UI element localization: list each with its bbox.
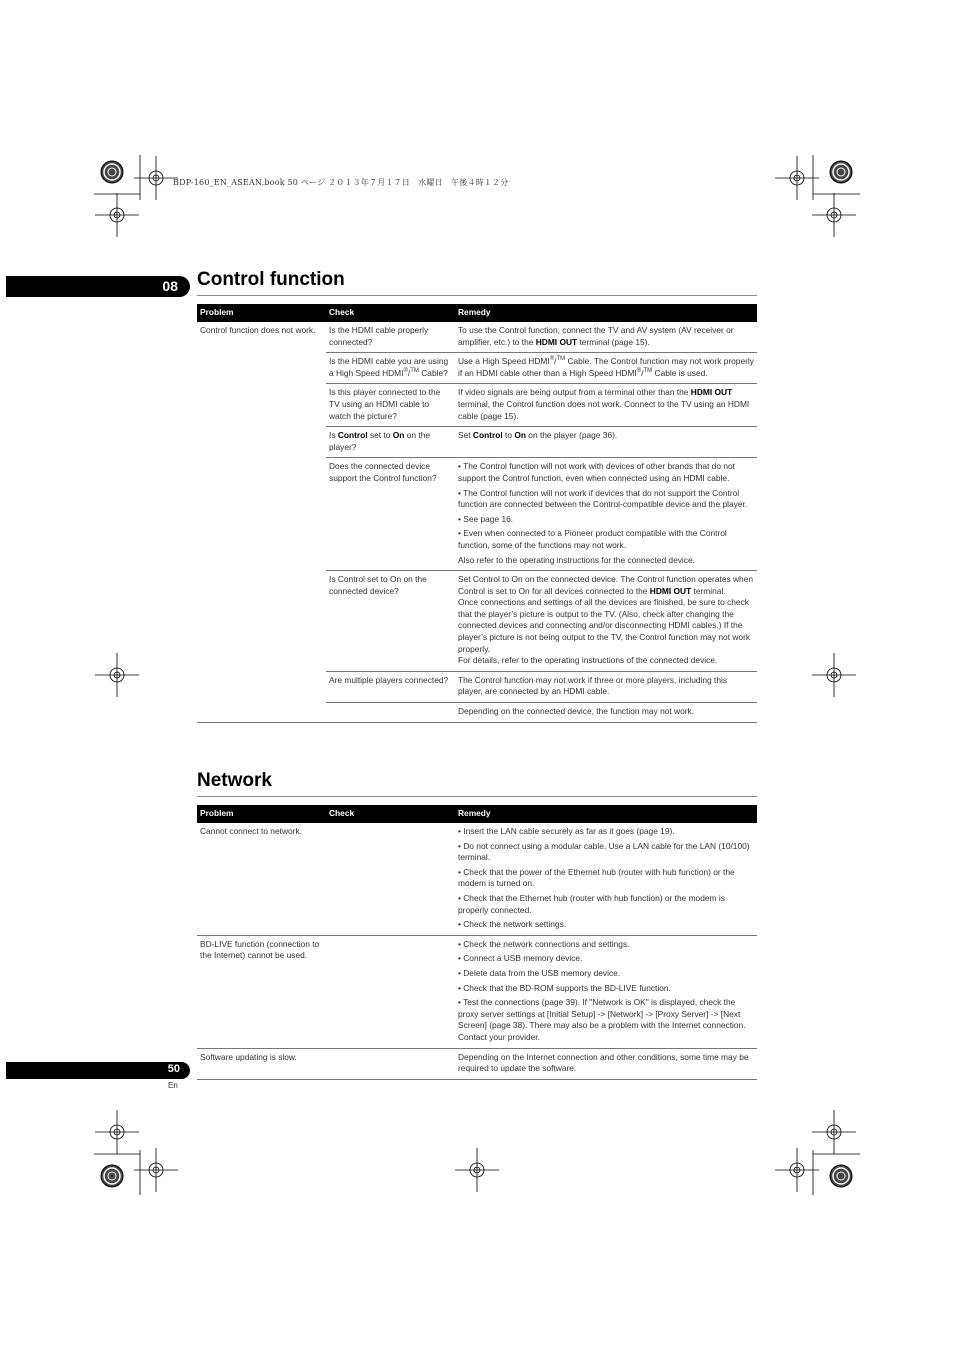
- header-remedy: Remedy: [455, 805, 757, 823]
- check-cell: [326, 703, 455, 723]
- language-code: En: [168, 1081, 178, 1090]
- remedy-item: • The Control function will not work if devices that do not support the Control function are connected between the Control-compatible device and the player.: [458, 487, 748, 510]
- crosshair-icon: [812, 653, 856, 697]
- crosshair-icon: [134, 156, 178, 200]
- remedy-item: • Check that the Ethernet hub (router with hub function) or the modem is properly connected.: [458, 892, 725, 915]
- remedy-cell: [455, 823, 757, 935]
- table-row: [197, 935, 757, 1048]
- control-table: [197, 304, 757, 723]
- header-problem: Problem: [197, 805, 326, 823]
- table-header-row: [197, 805, 757, 823]
- remedy-item: • Do not connect using a modular cable. Use a LAN cable for the LAN (10/100) terminal.: [458, 840, 750, 863]
- crosshair-icon: [95, 653, 139, 697]
- remedy-cell: To use the Control function, connect the TV and AV system (AV receiver or amplifier, etc.) to the HDMI OUT terminal (page 15).: [455, 322, 757, 353]
- check-cell: Is Control set to On on the player?: [326, 427, 455, 458]
- page-number: 50: [167, 1063, 180, 1075]
- remedy-item: • Test the connections (page 39). If "Network is OK" is displayed, check the proxy server settings at [Initial Setup] -> [Network] -> [Proxy Server] -> [Next Screen] (page 38). There may also be a problem with the Internet connection. Contact your provider.: [458, 997, 746, 1042]
- remedy-cell: Use a High Speed HDMI®/™ Cable. The Control function may not work properly if an HDMI cable other than a High Speed HDMI®/™ Cable is used.: [455, 353, 757, 384]
- remedy-cell: Depending on the connected device, the function may not work.: [455, 703, 757, 723]
- remedy-cell: [455, 935, 757, 1048]
- chapter-tab: [6, 276, 190, 297]
- check-cell: Are multiple players connected?: [326, 671, 455, 702]
- header-problem: Problem: [197, 304, 326, 322]
- remedy-item: Also refer to the operating instructions for the connected device.: [458, 554, 695, 565]
- remedy-item: • Check the network connections and settings.: [458, 938, 630, 949]
- star-mark-icon: [101, 1165, 123, 1187]
- header-check: Check: [326, 304, 455, 322]
- check-cell: Is the HDMI cable properly connected?: [326, 322, 455, 353]
- problem-cell: BD-LIVE function (connection to the Internet) cannot be used.: [197, 935, 326, 1048]
- crosshair-icon: [95, 1110, 139, 1154]
- star-mark-icon: [830, 161, 852, 183]
- remedy-cell: The Control function may not work if three or more players, including this player, are connected by an HDMI cable.: [455, 671, 757, 702]
- remedy-item: • Delete data from the USB memory device.: [458, 967, 621, 978]
- star-mark-icon: [101, 161, 123, 183]
- remedy-item: • Even when connected to a Pioneer product compatible with the Control function, some of the functions may not work.: [458, 528, 727, 550]
- remedy-cell: Set Control to On on the player (page 36).: [455, 427, 757, 458]
- check-cell: Is this player connected to the TV using an HDMI cable to watch the picture?: [326, 384, 455, 427]
- table-row: [197, 322, 757, 353]
- network-section-title: Network: [197, 770, 272, 791]
- crosshair-icon: [95, 193, 139, 237]
- table-row: [197, 823, 757, 935]
- crosshair-icon: [134, 1148, 178, 1192]
- remedy-item: • Check that the power of the Ethernet hub (router with hub function) or the modem is turned on.: [458, 866, 735, 889]
- section-rule: [197, 295, 757, 296]
- crosshair-icon: [775, 156, 819, 200]
- section-rule: [197, 796, 757, 797]
- crosshair-icon: [812, 193, 856, 237]
- check-cell: [326, 935, 455, 1048]
- file-header: BDP-160_EN_ASEAN.book 50 ページ ２０１３年７月１７日 水曜日 午後４時１２分: [173, 178, 509, 187]
- header-check: Check: [326, 805, 455, 823]
- page-number-tab: [6, 1062, 190, 1079]
- crosshair-icon: [455, 1148, 499, 1192]
- crosshair-icon: [775, 1148, 819, 1192]
- remedy-item: • Connect a USB memory device.: [458, 953, 583, 964]
- remedy-item: • Insert the LAN cable securely as far as it goes (page 19).: [458, 826, 675, 836]
- remedy-item: • Check the network settings.: [458, 919, 567, 930]
- check-cell: Is the HDMI cable you are using a High Speed HDMI®/™ Cable?: [326, 353, 455, 384]
- remedy-cell: [455, 458, 757, 571]
- control-section-title: Control function: [197, 269, 345, 290]
- table-row: [197, 1048, 757, 1079]
- remedy-cell: If video signals are being output from a terminal other than the HDMI OUT terminal, the Control function does not work. Connect to the TV using an HDMI cable (page 15).: [455, 384, 757, 427]
- remedy-item: • Check that the BD-ROM supports the BD-LIVE function.: [458, 982, 671, 993]
- header-remedy: Remedy: [455, 304, 757, 322]
- chapter-number: 08: [162, 278, 178, 294]
- check-cell: Is Control set to On on the connected device?: [326, 571, 455, 672]
- problem-cell: Cannot connect to network.: [197, 823, 326, 935]
- remedy-cell: Set Control to On on the connected device. The Control function operates when Control is set to On for all devices connected to the HDMI OUT terminal. Once connections and settings of all the devices are finished, be sure to check that the player’s picture is output to the TV. (Also, check after changing the connected devices and connecting and/or disconnecting HDMI cables.) If the player’s picture is not being output to the TV, the Control function may not work properly. For details, refer to the operating instructions of the connected device.: [455, 571, 757, 672]
- remedy-item: • See page 16.: [458, 513, 514, 524]
- check-cell: Does the connected device support the Control function?: [326, 458, 455, 571]
- network-table: [197, 805, 757, 1080]
- problem-cell: Software updating is slow.: [197, 1048, 326, 1079]
- star-mark-icon: [830, 1165, 852, 1187]
- crosshair-icon: [812, 1110, 856, 1154]
- remedy-cell: Depending on the Internet connection and other conditions, some time may be required to update the software.: [455, 1048, 757, 1079]
- problem-cell: Control function does not work.: [197, 322, 326, 722]
- remedy-item: • The Control function will not work with devices of other brands that do not support the Control function, even when connected using an HDMI cable.: [458, 461, 735, 483]
- table-header-row: [197, 304, 757, 322]
- check-cell: [326, 823, 455, 935]
- check-cell: [326, 1048, 455, 1079]
